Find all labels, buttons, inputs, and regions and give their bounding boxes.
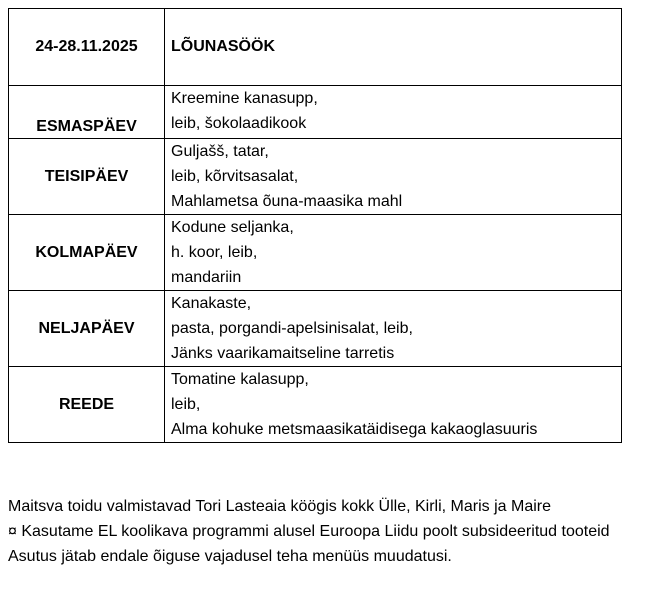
menu-line: leib, šokolaadikook xyxy=(171,115,307,132)
menu-line: h. koor, leib, xyxy=(171,244,258,261)
menu-title: LÕUNASÖÖK xyxy=(165,9,622,86)
menu-line: Kodune seljanka, xyxy=(171,219,294,236)
table-row xyxy=(9,291,622,367)
menu-line: Alma kohuke metsmaasikatäidisega kakaoglasuuris xyxy=(171,421,538,438)
note-line: Asutus jätab endale õiguse vajadusel teha menüüs muudatusi. xyxy=(8,548,452,565)
day-name: REEDE xyxy=(9,367,165,443)
menu-line: Jänks vaarikamaitseline tarretis xyxy=(171,345,395,362)
table-row xyxy=(9,215,622,291)
date-range: 24-28.11.2025 xyxy=(9,9,165,86)
day-menu xyxy=(165,215,622,291)
note-line: ¤ Kasutame EL koolikava programmi alusel Euroopa Liidu poolt subsideeritud tooteid xyxy=(8,523,610,540)
footer-notes xyxy=(8,494,653,569)
table-row xyxy=(9,86,622,139)
menu-line: mandariin xyxy=(171,269,242,286)
menu-line: leib, xyxy=(171,396,201,413)
note-line: Maitsva toidu valmistavad Tori Lasteaia köögis kokk Ülle, Kirli, Maris ja Maire xyxy=(8,498,552,515)
day-menu xyxy=(165,139,622,215)
table-header-row xyxy=(9,9,622,86)
day-menu xyxy=(165,367,622,443)
menu-line: Mahlametsa õuna-maasika mahl xyxy=(171,193,403,210)
lunch-menu-table xyxy=(8,8,622,443)
menu-line: Kreemine kanasupp, xyxy=(171,90,318,107)
day-name: ESMASPÄEV xyxy=(9,86,165,139)
day-menu xyxy=(165,291,622,367)
day-menu xyxy=(165,86,622,139)
menu-line: Kanakaste, xyxy=(171,295,252,312)
menu-line: pasta, porgandi-apelsinisalat, leib, xyxy=(171,320,413,337)
table-row xyxy=(9,367,622,443)
menu-line: leib, kõrvitsasalat, xyxy=(171,168,299,185)
day-name: NELJAPÄEV xyxy=(9,291,165,367)
day-name: KOLMAPÄEV xyxy=(9,215,165,291)
day-name: TEISIPÄEV xyxy=(9,139,165,215)
menu-line: Tomatine kalasupp, xyxy=(171,371,309,388)
table-row xyxy=(9,139,622,215)
menu-line: Guljašš, tatar, xyxy=(171,143,269,160)
